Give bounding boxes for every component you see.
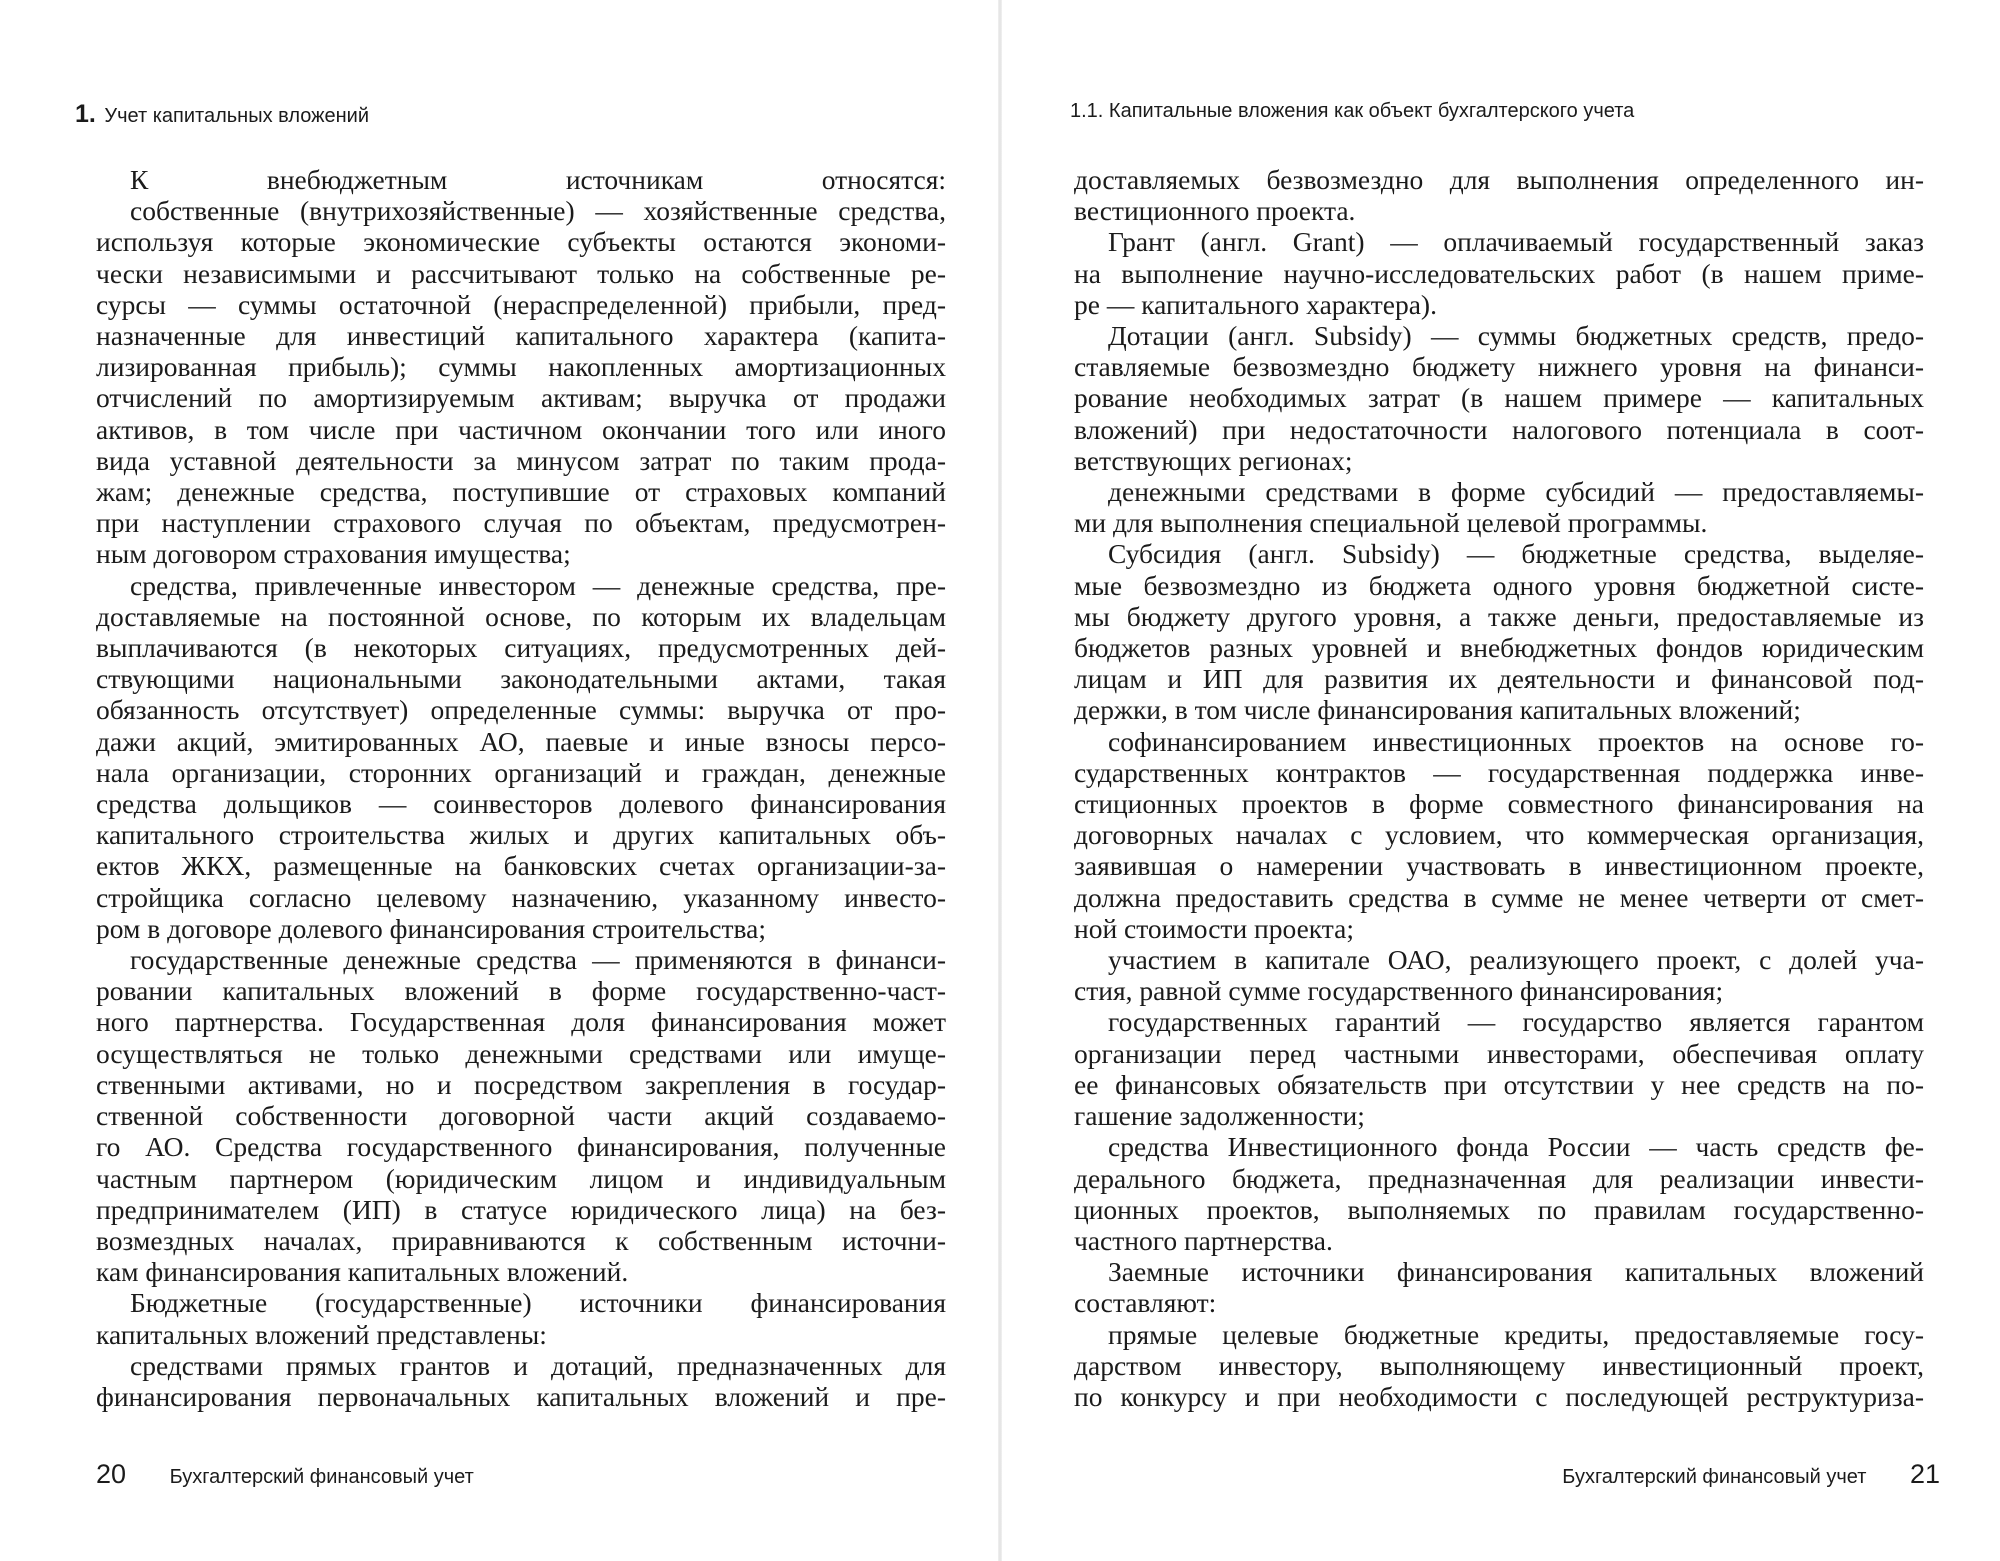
text-line: на выполнение научно-исследовательских работ (в нашем приме- [1074,257,1924,289]
text-line: рование необходимых затрат (в нашем примере — капитальных [1074,382,1924,414]
text-line: капитальных вложений представлены: [96,1318,547,1350]
text-line: выплачиваются (в некоторых ситуациях, предусмотренных дей- [96,632,946,664]
text-line: Дотации (англ. Subsidy) — суммы бюджетных средств, предо- [1108,320,1924,352]
text-line: мы бюджету другого уровня, а также деньги, предоставляемые из [1074,600,1924,632]
text-line: вида уставной деятельности за минусом затрат по таким прода- [96,444,946,476]
text-line: назначенные для инвестиций капитального характера (капита- [96,320,946,352]
text-line: предпринимателем (ИП) в статусе юридического лица) на без- [96,1193,946,1225]
footer-right [1562,1459,1940,1490]
text-line: ровании капитальных вложений в форме государственно-част- [96,975,946,1007]
running-header-right [1070,100,1634,123]
text-line: частным партнером (юридическим лицом и индивидуальным [96,1162,946,1194]
chapter-number: 1. [75,100,96,128]
text-line: К внебюджетным источникам относятся: [130,164,946,195]
text-line: осуществляться не только денежными средствами или имуще- [96,1037,946,1069]
text-line: держки, в том числе финансирования капитальных вложений; [1074,694,1801,726]
text-line: собственные (внутрихозяйственные) — хозяйственные средства, [130,195,946,227]
text-line: ционных проектов, выполняемых по правилам государственно- [1074,1193,1924,1225]
text-line: средства Инвестиционного фонда России — часть средств фе- [1108,1131,1924,1163]
text-line: ственной собственности договорной части акций создаваемо- [96,1100,946,1132]
text-line: ствующими национальными законодательными актами, такая [96,663,946,695]
text-line: доставляемые на постоянной основе, по которым их владельцам [96,600,946,632]
text-line: средства, привлеченные инвестором — денежные средства, пре- [130,569,946,601]
text-line: Грант (англ. Grant) — оплачиваемый государственный заказ [1108,226,1924,258]
text-line: ее финансовых обязательств при отсутствии у нее средств на по- [1074,1068,1924,1100]
text-line: дажи акций, эмитированных АО, паевые и иные взносы персо- [96,725,946,757]
text-line: ектов ЖКХ, размещенные на банковских счетах организации-за- [96,850,946,882]
section-number: 1.1. [1070,100,1104,122]
text-line: капитального строительства жилых и других капитальных объ- [96,819,946,851]
text-line: доставляемых безвозмездно для выполнения определенного ин- [1074,164,1924,195]
text-line: вестиционного проекта. [1074,195,1356,227]
text-line: лизированная прибыль); суммы накопленных амортизационных [96,351,946,383]
text-line: активов, в том числе при частичном окончании того или иного [96,413,946,445]
running-header-left [75,100,369,129]
chapter-title: Учет капитальных вложений [104,105,370,127]
text-line: Субсидия (англ. Subsidy) — бюджетные средства, выделяе- [1108,538,1924,570]
text-line: мые безвозмездно из бюджета одного уровня бюджетной систе- [1074,569,1924,601]
text-line: составляют: [1074,1287,1217,1319]
text-line: средствами прямых грантов и дотаций, предназначенных для [130,1349,946,1381]
text-line: организации перед частными инвесторами, обеспечивая оплату [1074,1037,1924,1069]
text-line: стиционных проектов в форме совместного финансирования на [1074,788,1924,820]
footer-title-right: Бухгалтерский финансовый учет [1562,1466,1867,1488]
text-line: го АО. Средства государственного финансирования, полученные [96,1131,946,1163]
right-page [1000,0,2000,1561]
text-line: лицам и ИП для развития их деятельности и финансовой под- [1074,663,1924,695]
text-line: вложений) при недостаточности налогового потенциала в соот- [1074,413,1924,445]
text-line: ственными активами, но и посредством закрепления в госудаp- [96,1068,946,1100]
text-line: используя которые экономические субъекты остаются экономи- [96,226,946,258]
text-line: финансирования первоначальных капитальных вложений и пре- [96,1380,946,1412]
footer-title-left: Бухгалтерский финансовый учет [169,1466,474,1488]
text-line: государственные денежные средства — применяются в финанси- [130,944,946,976]
text-line: бюджетов разных уровней и внебюджетных фондов юридическим [1074,632,1924,664]
text-line: возмездных началах, приравниваются к собственным источни- [96,1224,946,1256]
text-line: кам финансирования капитальных вложений. [96,1256,629,1288]
text-line: денежными средствами в форме субсидий — предоставляемы- [1108,476,1924,508]
text-line: ре — капитального характера). [1074,288,1437,320]
text-line: должна предоставить средства в сумме не менее четверти от смет- [1074,881,1924,913]
text-line: дарством инвестору, выполняющему инвестиционный проект, [1074,1349,1924,1381]
page-number-right: 21 [1909,1459,1940,1489]
footer-left [96,1459,474,1490]
text-line: нала организации, сторонних организаций и граждан, денежные [96,756,946,788]
text-line: Бюджетные (государственные) источники финансирования [130,1287,946,1319]
text-line: чески независимыми и рассчитывают только на собственные ре- [96,257,946,289]
page-number-left: 20 [96,1459,127,1489]
text-line: ми для выполнения специальной целевой программы. [1074,507,1708,539]
text-line: прямые целевые бюджетные кредиты, предоставляемые госу- [1108,1318,1924,1350]
body-text-left [96,164,946,1412]
text-line: софинансированием инвестиционных проектов на основе го- [1108,725,1924,757]
text-line: стройщика согласно целевому назначению, указанному инвесто- [96,881,946,913]
text-line: заявившая о намерении участвовать в инвестиционном проекте, [1074,850,1924,882]
text-line: сударственных контрактов — государственная поддержка инве- [1074,756,1924,788]
text-line: ным договором страхования имущества; [96,538,571,570]
text-line: средства дольщиков — соинвесторов долевого финансирования [96,788,946,820]
text-line: участием в капитале ОАО, реализующего проект, с долей уча- [1108,944,1924,976]
text-line: ром в договоре долевого финансирования строительства; [96,912,766,944]
text-line: государственных гарантий — государство является гарантом [1108,1006,1924,1038]
body-text-right [1074,164,1924,1412]
text-line: при наступлении страхового случая по объектам, предусмотрен- [96,507,946,539]
section-title: Капитальные вложения как объект бухгалтерского учета [1108,100,1635,122]
text-line: дерального бюджета, предназначенная для реализации инвести- [1074,1162,1924,1194]
text-line: стия, равной сумме государственного финансирования; [1074,975,1724,1007]
text-line: договорных началах с условием, что коммерческая организация, [1074,819,1924,851]
text-line: частного партнерства. [1074,1224,1333,1256]
text-line: Заемные источники финансирования капитальных вложений [1108,1256,1924,1288]
text-line: обязанность отсутствует) определенные суммы: выручка от про- [96,694,946,726]
text-line: ного партнерства. Государственная доля финансирования может [96,1006,946,1038]
text-line: жам; денежные средства, поступившие от страховых компаний [96,476,946,508]
text-line: ветствующих регионах; [1074,444,1353,476]
text-line: по конкурсу и при необходимости с последующей реструктуриза- [1074,1380,1924,1412]
text-line: сурсы — суммы остаточной (нераспределенной) прибыли, пред- [96,288,946,320]
text-line: ставляемые безвозмездно бюджету нижнего уровня на финанси- [1074,351,1924,383]
text-line: отчислений по амортизируемым активам; выручка от продажи [96,382,946,414]
text-line: ной стоимости проекта; [1074,912,1354,944]
text-line: гашение задолженности; [1074,1100,1365,1132]
